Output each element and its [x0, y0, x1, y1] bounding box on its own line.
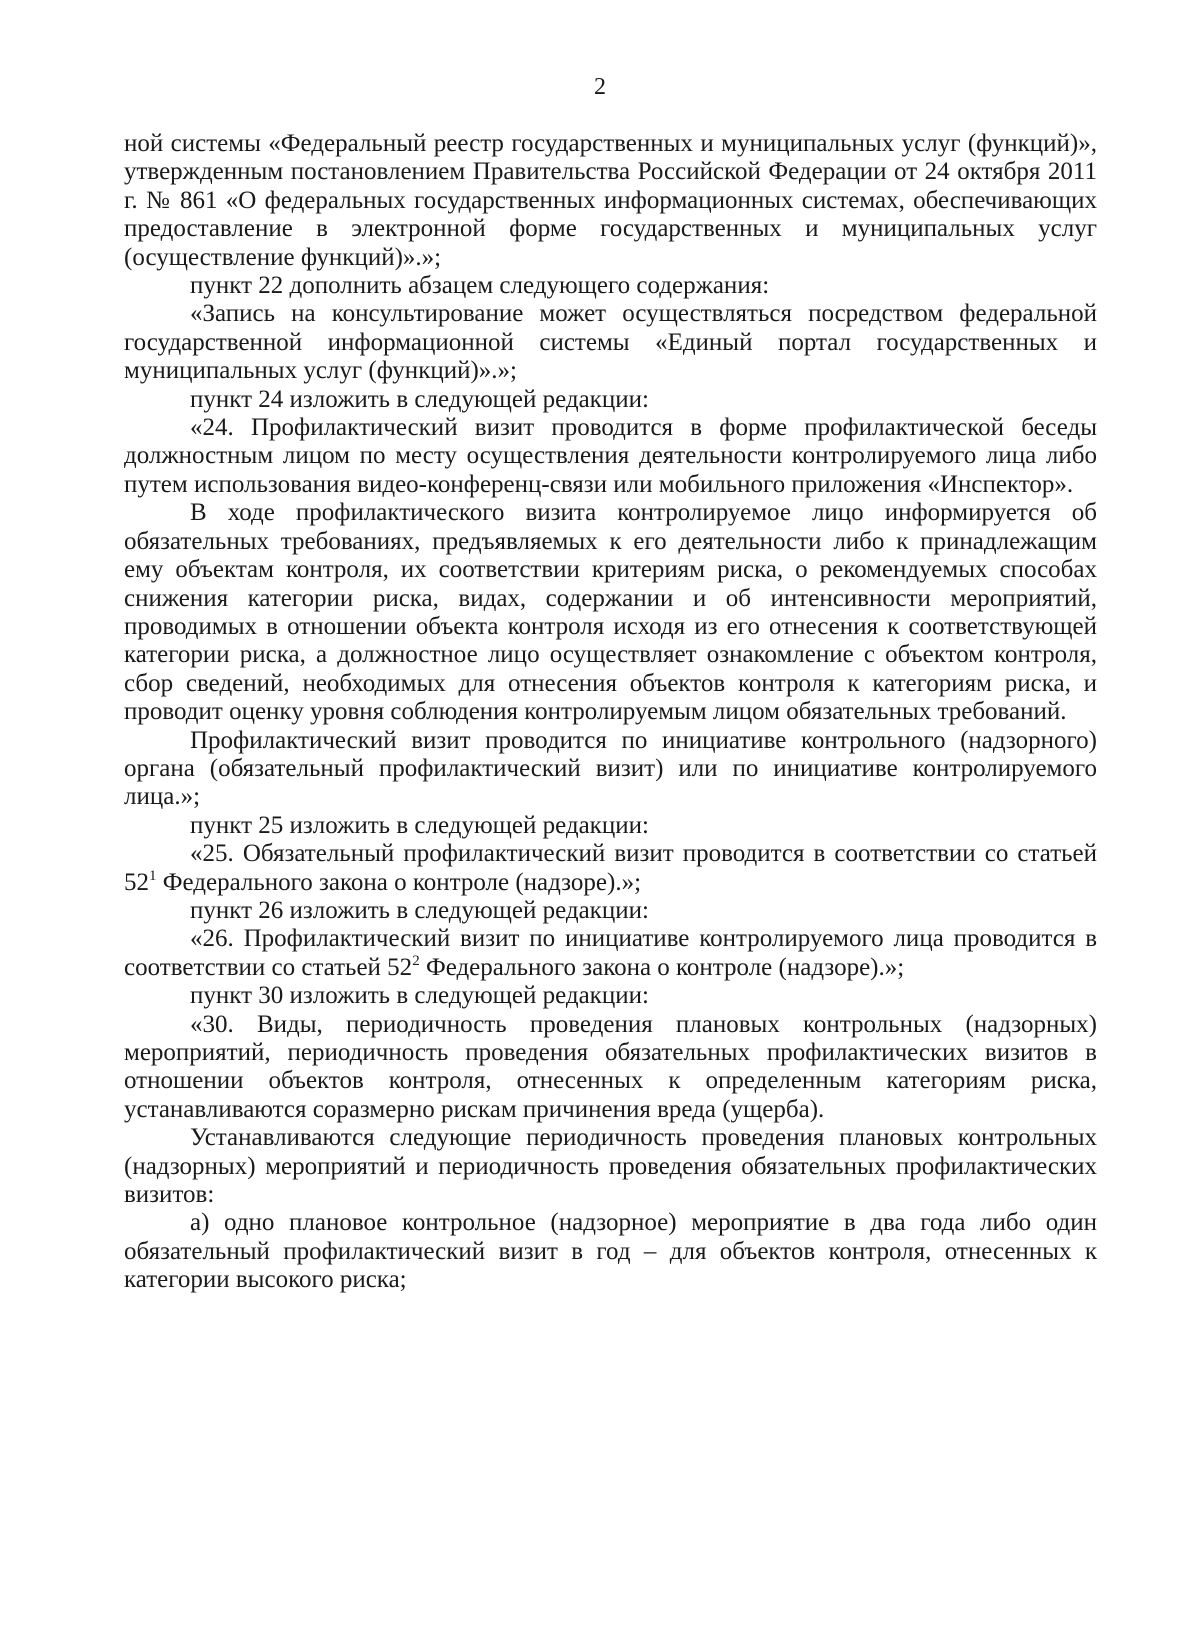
paragraph-item-22-text: «Запись на консультирование может осуществляться посредством федеральной государственной информационной системы «Единый портал государственных и муниципальных услуг (функций)».»; — [124, 300, 1097, 385]
paragraph-item-24-intro: пункт 24 изложить в следующей редакции: — [190, 385, 649, 413]
paragraph-continuation: ной системы «Федеральный реестр государственных и муниципальных услуг (функций)», утвержденным постановлением Правительства Российской Федерации от 24 октября 2011 г. № 861 «О федеральных государственных информационных системах, обеспечивающих предоставление в электронной форме государственных и муниципальных услуг (осуществление функций)».»; — [124, 130, 1097, 271]
text-segment: Федерального закона о контроле (надзоре).»; — [156, 868, 642, 896]
paragraph-periodicity: Устанавливаются следующие периодичность проведения плановых контрольных (надзорных) мероприятий и периодичность проведения обязательных профилактических визитов: — [124, 1124, 1097, 1209]
paragraph-visit-initiative: Профилактический визит проводится по инициативе контрольного (надзорного) органа (обязательный профилактический визит) или по инициативе контролируемого лица.»; — [124, 726, 1097, 811]
text-segment: Федерального закона о контроле (надзоре).»; — [419, 953, 905, 981]
paragraph-item-26-text — [124, 925, 1097, 982]
paragraph-item-30-intro: пункт 30 изложить в следующей редакции: — [190, 982, 649, 1010]
paragraph-item-24-text: «24. Профилактический визит проводится в форме профилактической беседы должностным лицом по месту осуществления деятельности контролируемого лица либо путем использования видео-конференц-связи или мобильного приложения «Инспектор». — [124, 414, 1097, 498]
paragraph-item-25-intro: пункт 25 изложить в следующей редакции: — [190, 811, 649, 839]
paragraph-item-30-text: «30. Виды, периодичность проведения плановых контрольных (надзорных) мероприятий, периодичность проведения обязательных профилактических визитов в отношении объектов контроля, отнесенных к определенным категориям риска, устанавливаются соразмерно рискам причинения вреда (ущерба). — [124, 1010, 1097, 1123]
document-body — [124, 130, 1097, 1295]
paragraph-visit-info: В ходе профилактического визита контролируемое лицо информируется об обязательных требованиях, предъявляемых к его деятельности либо к принадлежащим ему объектам контроля, их соответствии критериям риска, о рекомендуемых способах снижения категории риска, видах, содержании и об интенсивности мероприятий, проводимых в отношении объекта контроля исходя из его отнесения к соответствующей категории риска, а должностное лицо осуществляет ознакомление с объектом контроля, сбор сведений, необходимых для отнесения объектов контроля к категориям риска, и проводит оценку уровня соблюдения контролируемым лицом обязательных требований. — [124, 499, 1097, 726]
text-segment: «26. Профилактический визит по инициативе контролируемого лица проводится в соответствии со статьей 52 — [124, 925, 1097, 981]
paragraph-item-22-intro: пункт 22 дополнить абзацем следующего содержания: — [190, 272, 770, 300]
superscript: 2 — [412, 952, 420, 969]
text-segment: «25. Обязательный профилактический визит проводится в соответствии со статьей 52 — [124, 840, 1097, 896]
paragraph-item-25-text — [124, 840, 1097, 897]
paragraph-item-26-intro: пункт 26 изложить в следующей редакции: — [190, 896, 649, 924]
paragraph-subitem-a: а) одно плановое контрольное (надзорное) мероприятие в два года либо один обязательный профилактический визит в год – для объектов контроля, отнесенных к категории высокого риска; — [124, 1209, 1097, 1294]
superscript: 1 — [149, 867, 157, 884]
page-number: 2 — [594, 74, 606, 100]
